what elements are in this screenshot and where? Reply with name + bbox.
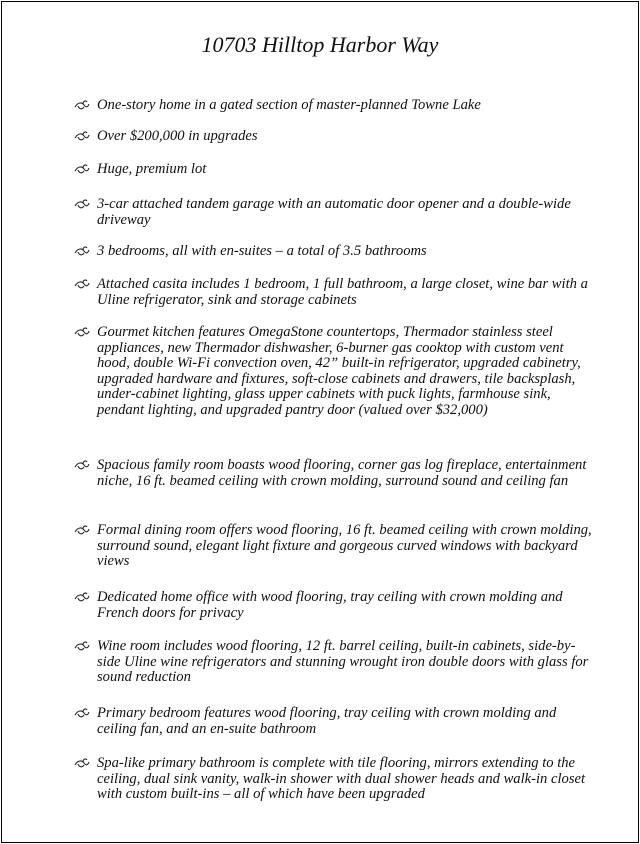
list-item-text: 3-car attached tandem garage with an automatic door opener and a double-wide driveway	[97, 196, 571, 228]
fleuron-bullet-icon	[74, 244, 90, 258]
list-item	[97, 197, 597, 228]
list-item	[97, 590, 597, 621]
fleuron-bullet-icon	[74, 523, 90, 537]
list-item-text: Dedicated home office with wood flooring, tray ceiling with crown molding and French doors for privacy	[97, 589, 563, 621]
list-item	[97, 706, 597, 737]
list-item-text: 3 bedrooms, all with en-suites – a total of 3.5 bathrooms	[97, 243, 427, 259]
list-item-text: Over $200,000 in upgrades	[97, 128, 258, 144]
list-item-text: One-story home in a gated section of master-planned Towne Lake	[97, 97, 481, 113]
list-item	[97, 98, 597, 114]
list-item-text: Gourmet kitchen features OmegaStone countertops, Thermador stainless steel appliances, new Thermador dishwasher, 6-burner gas cooktop with custom vent hood, double Wi-Fi convection oven, 42” built-in refrigerator, upgraded cabinetry, upgraded hardware and fixtures, soft-close cabinets and drawers, tile backsplash, under-cabinet lighting, glass upper cabinets with puck lights, farmhouse sink, pendant lighting, and upgraded pantry door (valued over $32,000)	[97, 324, 581, 418]
fleuron-bullet-icon	[74, 458, 90, 472]
list-item	[97, 162, 597, 178]
list-item	[97, 639, 597, 686]
list-item	[97, 458, 597, 489]
fleuron-bullet-icon	[74, 639, 90, 653]
fleuron-bullet-icon	[74, 706, 90, 720]
list-item-text: Primary bedroom features wood flooring, tray ceiling with crown molding and ceiling fan, and an en-suite bathroom	[97, 705, 557, 737]
list-item-text: Wine room includes wood flooring, 12 ft. barrel ceiling, built-in cabinets, side-by-side Uline wine refrigerators and stunning wrought iron double doors with glass for sound reduction	[97, 638, 589, 686]
fleuron-bullet-icon	[74, 197, 90, 211]
page-title: 10703 Hilltop Harbor Way	[201, 32, 439, 57]
list-item-text: Attached casita includes 1 bedroom, 1 full bathroom, a large closet, wine bar with a Uline refrigerator, sink and storage cabinets	[97, 276, 588, 308]
list-item	[97, 277, 597, 308]
fleuron-bullet-icon	[74, 325, 90, 339]
fleuron-bullet-icon	[74, 129, 90, 143]
list-item	[97, 523, 597, 570]
fleuron-bullet-icon	[74, 162, 90, 176]
fleuron-bullet-icon	[74, 98, 90, 112]
list-item	[97, 325, 597, 419]
list-item-text: Spacious family room boasts wood flooring, corner gas log fireplace, entertainment niche, 16 ft. beamed ceiling with crown molding, surround sound and ceiling fan	[97, 457, 587, 489]
list-item-text: Spa-like primary bathroom is complete with tile flooring, mirrors extending to the ceiling, dual sink vanity, walk-in shower with dual shower heads and walk-in closet with custom built-ins – all of which have been upgraded	[97, 755, 586, 803]
list-item-text: Huge, premium lot	[97, 161, 207, 177]
fleuron-bullet-icon	[74, 590, 90, 604]
list-item	[97, 129, 597, 145]
fleuron-bullet-icon	[74, 277, 90, 291]
list-item-text: Formal dining room offers wood flooring, 16 ft. beamed ceiling with crown molding, surround sound, elegant light fixture and gorgeous curved windows with backyard views	[97, 522, 592, 570]
fleuron-bullet-icon	[74, 756, 90, 770]
document-page	[1, 1, 639, 843]
list-item	[97, 756, 597, 803]
list-item	[97, 244, 597, 260]
